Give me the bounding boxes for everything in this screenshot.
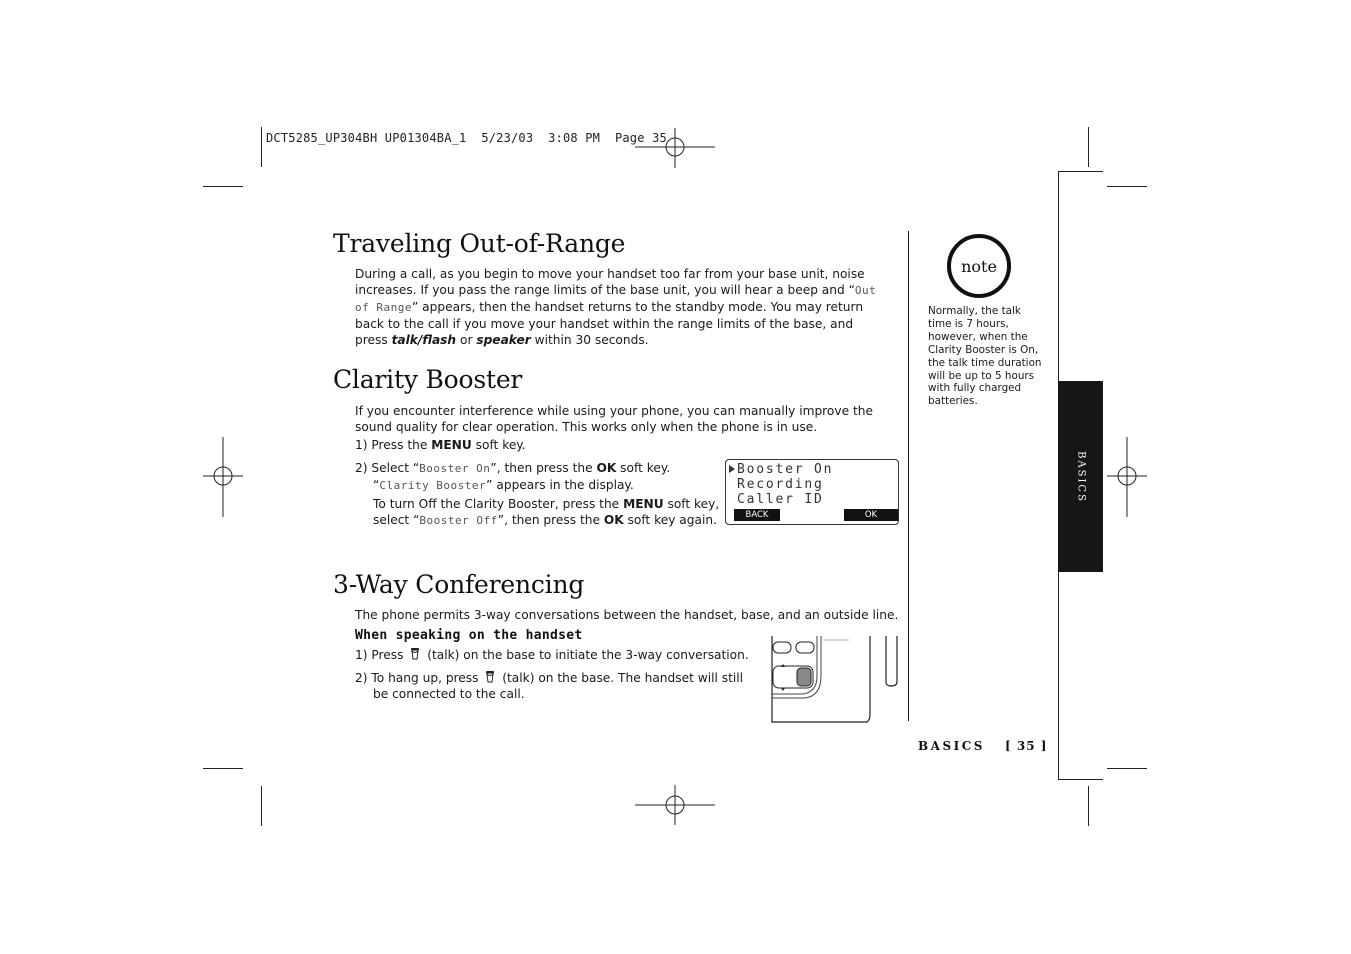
section-title-conferencing: 3-Way Conferencing (333, 570, 585, 599)
talk-icon (410, 647, 420, 660)
cursor-icon (728, 464, 736, 474)
talk-icon (485, 670, 495, 683)
traveling-paragraph: During a call, as you begin to move your handset too far from your base unit, noise increases. If you pass the range limits of the base unit, you will hear a beep and “Out of Range” appears, then the handset returns to the standby mode. You may return back to the call if you move your handset within the range limits of the base, and press talk/flash or speaker within 30 seconds. (355, 267, 877, 347)
crop-mark (1107, 768, 1147, 769)
crop-mark (261, 127, 262, 167)
clarity-step-2: 2) Select “Booster On”, then press the OK soft key. “Clarity Booster” appears in the display. To turn Off the Clarity Booster, press the MENU soft key, select “Booster Off”, then press the OK soft key again. (355, 461, 720, 527)
conferencing-step-2: 2) To hang up, press (talk) on the base. The handset will still be connected to the call. (355, 671, 744, 701)
display-line: Booster On (737, 462, 834, 477)
section-title-traveling: Traveling Out-of-Range (333, 229, 626, 258)
crop-mark (1088, 786, 1089, 826)
softkey-back: BACK (734, 509, 780, 521)
footer-section: BASICS (918, 739, 985, 753)
note-badge: note (947, 234, 1011, 298)
lcd-text: of Range (355, 301, 412, 314)
clarity-paragraph: If you encounter interference while using your phone, you can manually improve the sound quality for clear operation. This works only when the phone is in use. (355, 404, 873, 434)
subheading: When speaking on the handset (355, 628, 583, 643)
page-number: [ 35 ] (1005, 739, 1048, 753)
display-line: Recording (737, 477, 824, 492)
key-talk-flash: talk/flash (391, 333, 457, 347)
handset-display (725, 459, 899, 525)
print-slug: DCT5285_UP304BH UP01304BA_1 5/23/03 3:08 PM Page 35 (266, 131, 667, 145)
softkey-ok: OK (844, 509, 898, 521)
crop-mark (203, 186, 243, 187)
registration-mark (1107, 437, 1147, 517)
display-line: Caller ID (737, 492, 824, 507)
section-tab-label: BASICS (1075, 450, 1086, 503)
crop-mark (203, 768, 243, 769)
lcd-text: Out (854, 284, 877, 297)
registration-mark (635, 785, 715, 825)
clarity-step-1: 1) Press the MENU soft key. (355, 438, 526, 452)
page-footer (918, 739, 1047, 753)
section-title-clarity: Clarity Booster (333, 365, 523, 394)
registration-mark (203, 437, 243, 517)
column-divider (908, 231, 909, 721)
key-speaker: speaker (476, 333, 531, 347)
crop-mark (1088, 127, 1089, 167)
crop-mark (1107, 186, 1147, 187)
conferencing-step-1: 1) Press (talk) on the base to initiate the 3-way conversation. (355, 648, 749, 662)
conferencing-paragraph: The phone permits 3-way conversations between the handset, base, and an outside line. (355, 608, 899, 622)
section-tab (1058, 381, 1103, 572)
note-text: Normally, the talk time is 7 hours, however, when the Clarity Booster is On, the talk time duration will be up to 5 hours with fully charged batteries. (928, 305, 1042, 408)
key-menu: MENU (431, 438, 472, 452)
crop-mark (261, 786, 262, 826)
base-unit-illustration (771, 636, 901, 724)
